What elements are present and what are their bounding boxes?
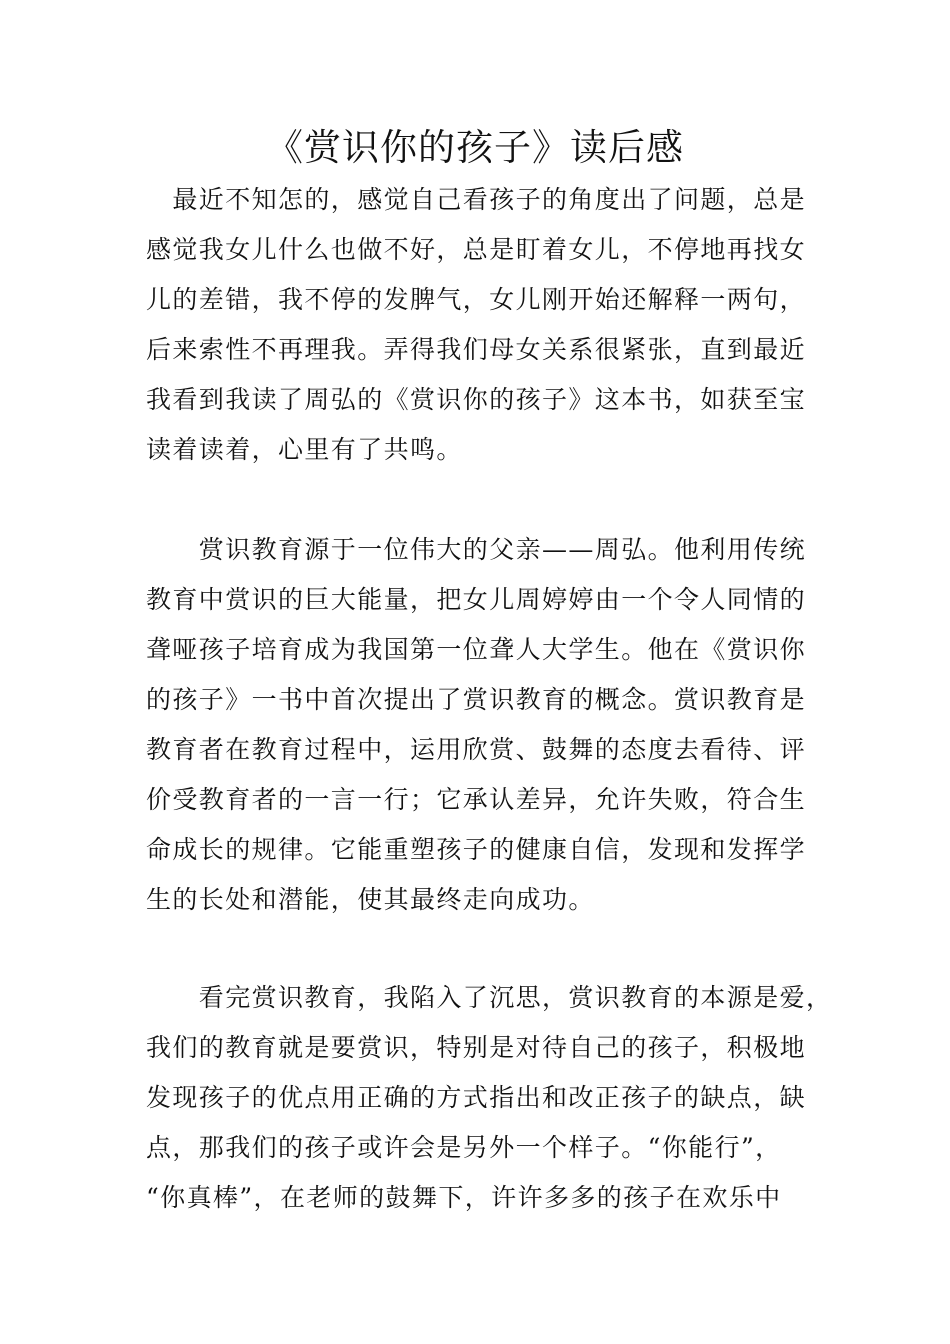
paragraph-line: 看完赏识教育，我陷入了沉思，赏识教育的本源是爱， (146, 983, 833, 1012)
paragraph-line: “你真棒”，在老师的鼓舞下，许许多多的孩子在欢乐中 (146, 1183, 782, 1212)
paragraph-line: 命成长的规律。它能重塑孩子的健康自信，发现和发挥学 (146, 835, 807, 864)
paragraph-line: 感觉我女儿什么也做不好，总是盯着女儿，不停地再找女 (146, 235, 807, 264)
paragraph-line: 教育者在教育过程中，运用欣赏、鼓舞的态度去看待、评 (146, 735, 807, 764)
paragraph-line: 点，那我们的孩子或许会是另外一个样子。“你能行”， (146, 1133, 782, 1162)
paragraph-line: 教育中赏识的巨大能量，把女儿周婷婷由一个令人同情的 (146, 585, 807, 614)
paragraph-line: 价受教育者的一言一行；它承认差异，允许失败，符合生 (146, 785, 807, 814)
document-title: 《赏识你的孩子》读后感 (266, 126, 684, 169)
paragraph-line: 读着读着，心里有了共鸣。 (146, 435, 463, 464)
paragraph-line: 聋哑孩子培育成为我国第一位聋人大学生。他在《赏识你 (146, 635, 807, 664)
paragraph-line: 发现孩子的优点用正确的方式指出和改正孩子的缺点，缺 (146, 1083, 807, 1112)
paragraph-line: 我看到我读了周弘的《赏识你的孩子》这本书，如获至宝 (146, 385, 807, 414)
paragraph-line: 后来索性不再理我。弄得我们母女关系很紧张，直到最近 (146, 335, 807, 364)
paragraph-line: 儿的差错，我不停的发脾气，女儿刚开始还解释一两句， (146, 285, 807, 314)
paragraph-line: 我们的教育就是要赏识，特别是对待自己的孩子，积极地 (146, 1033, 807, 1062)
paragraph-line: 最近不知怎的，感觉自己看孩子的角度出了问题，总是 (146, 185, 807, 214)
paragraph-line: 生的长处和潜能，使其最终走向成功。 (146, 885, 595, 914)
paragraph-line: 的孩子》一书中首次提出了赏识教育的概念。赏识教育是 (146, 685, 807, 714)
paragraph-line: 赏识教育源于一位伟大的父亲——周弘。他利用传统 (146, 535, 807, 564)
